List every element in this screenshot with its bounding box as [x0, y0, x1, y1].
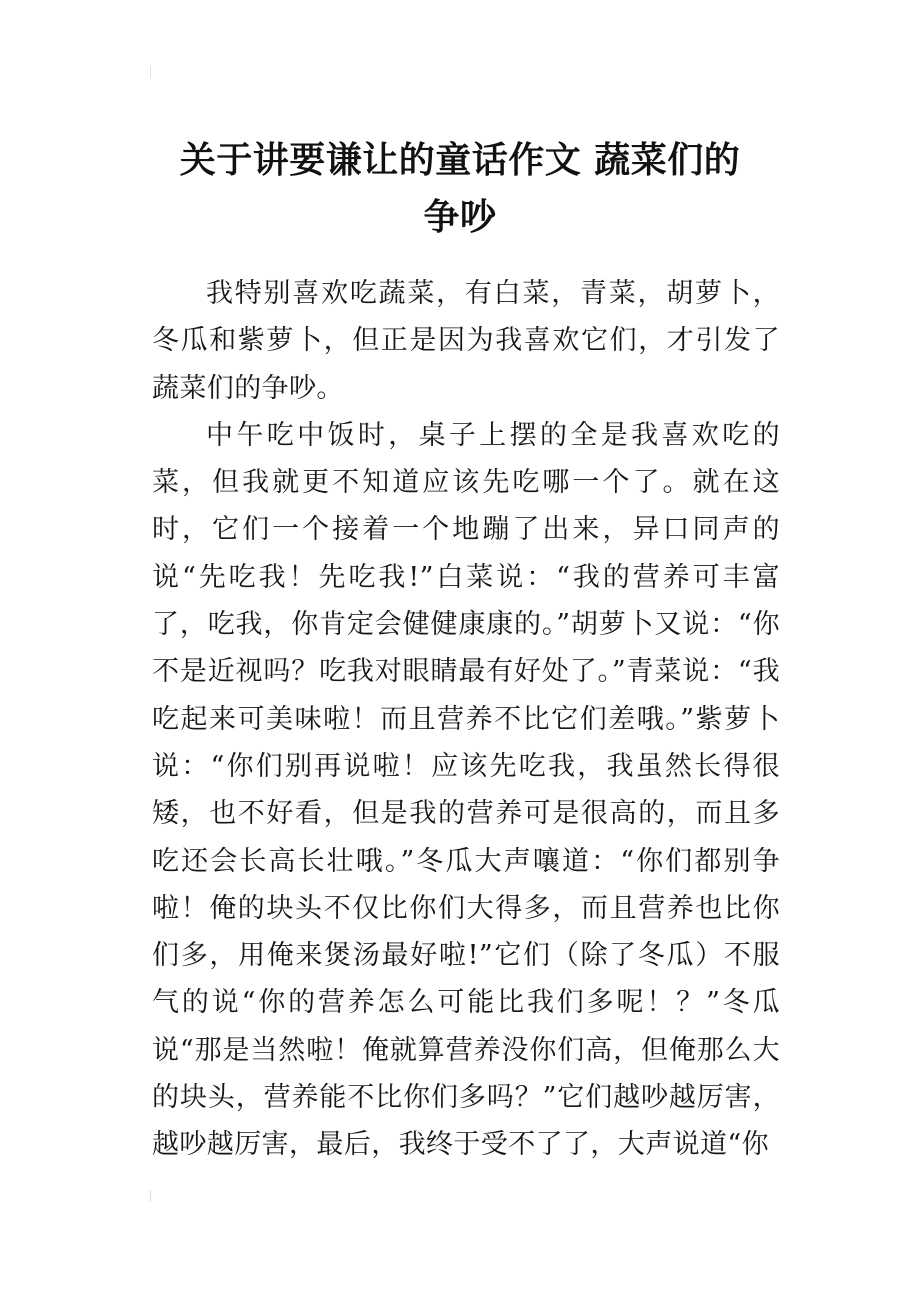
article-body	[152, 270, 780, 1169]
page-corner-mark	[150, 66, 159, 78]
page-title	[120, 132, 800, 246]
paragraph-1: 我特别喜欢吃蔬菜，有白菜，青菜，胡萝卜，冬瓜和紫萝卜，但正是因为我喜欢它们，才引发了蔬菜们的争吵。	[152, 278, 780, 404]
title-line-1: 关于讲要谦让的童话作文 蔬菜们的	[179, 140, 741, 182]
paragraph-2: 中午吃中饭时，桌子上摆的全是我喜欢吃的菜，但我就更不知道应该先吃哪一个了。就在这时，它们一个接着一个地蹦了出来，异口同声的说“先吃我！先吃我!”白菜说：“我的营养可丰富了，吃我，你肯定会健健康康的。”胡萝卜又说：“你不是近视吗？吃我对眼睛最有好处了。”青菜说：“我吃起来可美味啦！而且营养不比它们差哦。”紫萝卜说：“你们别再说啦！应该先吃我，我虽然长得很矮，也不好看，但是我的营养可是很高的，而且多吃还会长高长壮哦。”冬瓜大声嚷道：“你们都别争啦！俺的块头不仅比你们大得多，而且营养也比你们多，用俺来煲汤最好啦!”它们（除了冬瓜）不服气的说“你的营养怎么可能比我们多呢！？”冬瓜说“那是当然啦！俺就算营养没你们高，但俺那么大的块头，营养能不比你们多吗？”它们越吵越厉害，越吵越厉害，最后，我终于受不了了，大声说道“你	[152, 419, 780, 1161]
page-corner-mark	[150, 1190, 159, 1202]
title-line-2: 争吵	[423, 197, 497, 239]
